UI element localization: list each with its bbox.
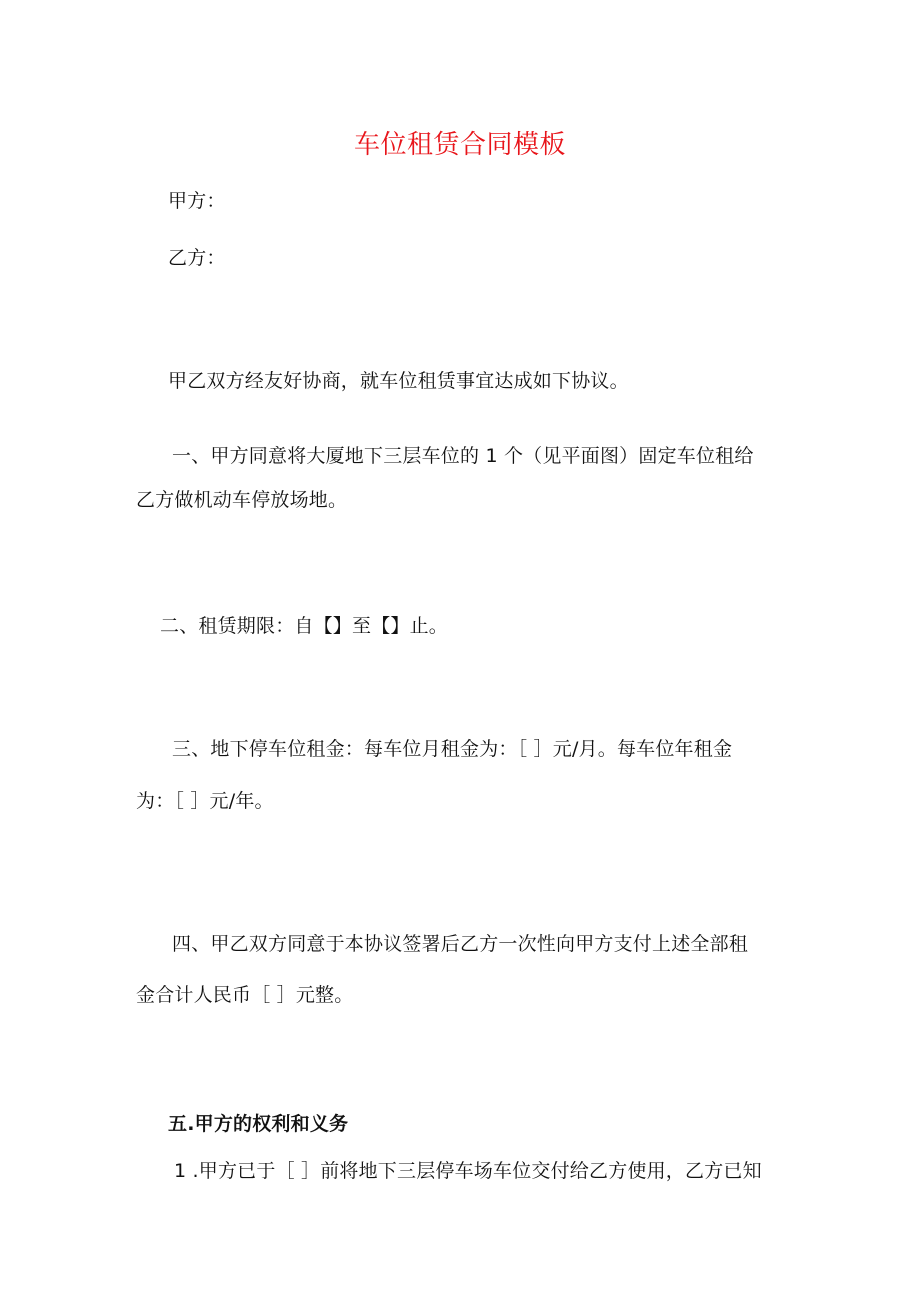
clause-3-line-2: 为：［ ］元/年。: [136, 790, 274, 812]
clause-4-line-2: 金合计人民币［ ］元整。: [136, 984, 354, 1006]
clause-2: 二、租赁期限：自【】至【】止。: [160, 615, 449, 637]
clause-4-line-1: 四、甲乙双方同意于本协议签署后乙方一次性向甲方支付上述全部租: [172, 933, 749, 955]
section-5-item-1: 1 .甲方已于［ ］前将地下三层停车场车位交付给乙方使用，乙方已知: [174, 1160, 762, 1182]
clause-3-line-1: 三、地下停车位租金：每车位月租金为：［ ］元/月。每车位年租金: [172, 738, 733, 760]
clause-1-line-2: 乙方做机动车停放场地。: [136, 489, 348, 511]
party-a-label: 甲方：: [168, 190, 226, 212]
intro-paragraph: 甲乙双方经友好协商，就车位租赁事宜达成如下协议。: [168, 370, 629, 392]
section-5-heading: 五.甲方的权利和义务: [168, 1113, 349, 1135]
document-title: 车位租赁合同模板: [353, 130, 566, 160]
party-b-label: 乙方：: [168, 247, 226, 269]
clause-1-line-1: 一、甲方同意将大厦地下三层车位的 1 个（见平面图）固定车位租给: [172, 445, 754, 467]
